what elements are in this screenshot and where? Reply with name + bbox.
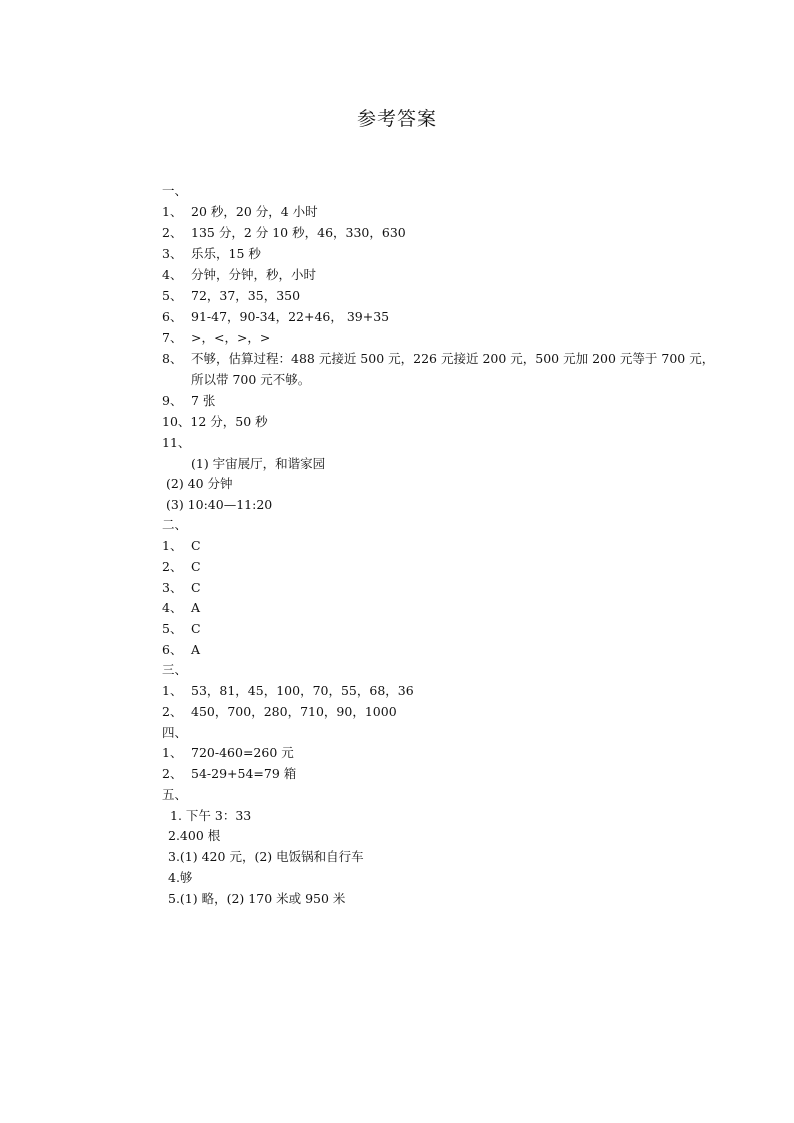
- answer-text: 5.(1) 略，(2) 170 米或 950 米: [168, 891, 346, 906]
- answer-line: [191, 372, 310, 388]
- answer-line: [191, 456, 325, 472]
- answer-line: [162, 225, 406, 241]
- answer-number: 6、: [162, 642, 183, 657]
- answer-number: 3、: [162, 246, 183, 261]
- answer-line: [162, 662, 187, 678]
- answer-line: [162, 309, 389, 325]
- answer-number: 2、: [162, 559, 183, 574]
- answer-text: A: [191, 600, 201, 615]
- answer-text: 72，37，35，350: [191, 288, 301, 303]
- answer-line: [162, 725, 187, 741]
- answer-line: [170, 808, 251, 824]
- answer-line: [166, 497, 272, 513]
- answer-text: 4.够: [168, 870, 193, 885]
- answer-line: [162, 580, 201, 596]
- page-title: 参考答案: [356, 108, 437, 130]
- answer-line: [162, 745, 294, 761]
- answer-text: >，<，>，>: [191, 330, 271, 345]
- answer-line: [162, 600, 200, 616]
- answer-text: C: [191, 559, 201, 574]
- answer-number: 1、: [162, 538, 183, 553]
- answer-text: 135 分，2 分 10 秒，46，330，630: [191, 225, 406, 240]
- answer-text: 二、: [162, 517, 188, 532]
- answer-line: [162, 267, 316, 283]
- answer-text: 11、: [162, 435, 191, 450]
- answer-text: (2) 40 分钟: [166, 476, 233, 491]
- answer-text: 450，700，280，710，90，1000: [191, 704, 397, 719]
- answer-line: [162, 330, 270, 346]
- answer-text: C: [191, 538, 201, 553]
- answer-text: 四、: [162, 725, 188, 740]
- answer-text: 五、: [162, 787, 188, 802]
- answer-text: 所以带 700 元不够。: [191, 372, 311, 387]
- answer-number: 4、: [162, 600, 183, 615]
- answer-number: 9、: [162, 393, 183, 408]
- answer-line: [162, 414, 268, 430]
- answer-number: 6、: [162, 309, 183, 324]
- answer-line: [168, 870, 192, 886]
- answer-number: 5、: [162, 621, 183, 636]
- answer-text: C: [191, 621, 201, 636]
- answer-number: 3、: [162, 580, 183, 595]
- answer-number: 1、: [162, 683, 183, 698]
- answer-line: [162, 246, 261, 262]
- answer-text: 54-29+54=79 箱: [191, 766, 297, 781]
- answer-line: [162, 517, 187, 533]
- answer-number: 5、: [162, 288, 183, 303]
- answer-line: [166, 476, 233, 492]
- answer-number: 2、: [162, 766, 183, 781]
- answer-text: 7 张: [191, 393, 216, 408]
- answer-line: [162, 538, 201, 554]
- answer-line: [162, 642, 200, 658]
- answer-line: [162, 435, 190, 451]
- answer-number: 8、: [162, 351, 183, 366]
- answer-text: 91-47，90-34，22+46， 39+35: [191, 309, 390, 324]
- answer-number: 7、: [162, 330, 183, 345]
- answer-line: [162, 288, 300, 304]
- answer-number: 2、: [162, 704, 183, 719]
- answer-text: 3.(1) 420 元，(2) 电饭锅和自行车: [168, 849, 364, 864]
- answer-text: (1) 宇宙展厅，和谐家园: [191, 456, 326, 471]
- answer-number: 4、: [162, 267, 183, 282]
- answer-line: [162, 766, 296, 782]
- answer-line: [162, 704, 397, 720]
- answer-text: 720-460=260 元: [191, 745, 294, 760]
- answer-line: [162, 351, 714, 367]
- answer-line: [168, 828, 220, 844]
- answer-line: [162, 787, 187, 803]
- answer-line: [162, 183, 187, 199]
- answer-line: [162, 204, 318, 220]
- answer-number: 2、: [162, 225, 183, 240]
- answer-line: [168, 849, 364, 865]
- answer-text: (3) 10:40—11:20: [166, 497, 273, 512]
- answer-text: 分钟，分钟，秒，小时: [191, 267, 317, 282]
- answer-text: 2.400 根: [168, 828, 221, 843]
- answer-text: A: [191, 642, 201, 657]
- answer-text: 三、: [162, 662, 188, 677]
- answer-text: 10、12 分，50 秒: [162, 414, 268, 429]
- answer-text: 不够，估算过程：488 元接近 500 元，226 元接近 200 元，500 元加 200 元等于 700 元，: [191, 351, 715, 366]
- answer-line: [162, 559, 201, 575]
- answer-line: [162, 683, 414, 699]
- answer-line: [162, 621, 201, 637]
- answer-text: 53，81，45，100，70，55，68，36: [191, 683, 414, 698]
- answer-text: 一、: [162, 183, 188, 198]
- answer-text: 20 秒，20 分，4 小时: [191, 204, 318, 219]
- answer-line: [168, 891, 345, 907]
- answer-text: 乐乐，15 秒: [191, 246, 261, 261]
- answer-number: 1、: [162, 745, 183, 760]
- answer-text: C: [191, 580, 201, 595]
- answer-text: 1. 下午 3：33: [170, 808, 252, 823]
- answer-number: 1、: [162, 204, 183, 219]
- answer-line: [162, 393, 215, 409]
